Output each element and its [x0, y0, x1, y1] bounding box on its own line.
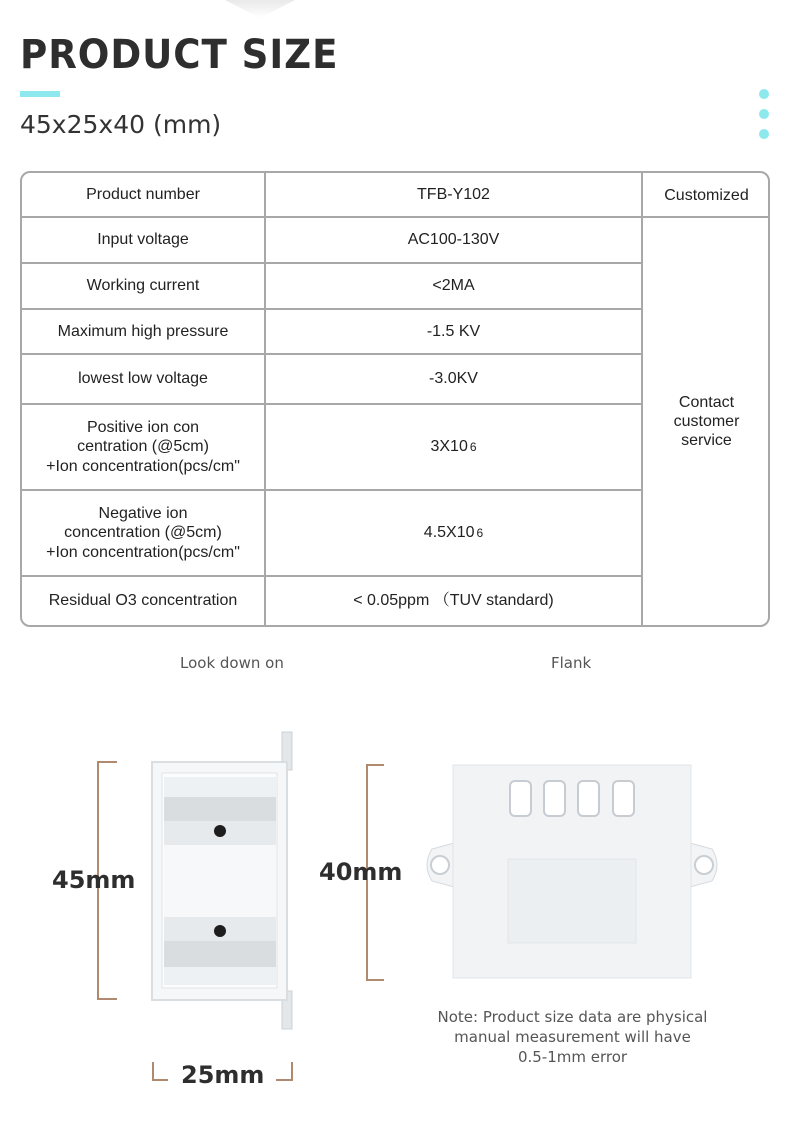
- measurement-note: Note: Product size data are physical manual measurement will have 0.5-1mm error: [437, 1008, 708, 1066]
- ion-exponent: 6: [469, 439, 477, 454]
- table-row-label: lowest low voltage: [78, 370, 208, 388]
- side-view-drawing: [360, 755, 730, 985]
- table-row-value: < 0.05ppm （TUV standard): [353, 592, 554, 610]
- table-row-label: Negative ion concentration (@5cm) +Ion concentration(pcs/cm": [46, 505, 240, 561]
- top-view-drawing: [90, 725, 310, 1095]
- customized-header: Customized: [664, 186, 749, 204]
- table-row-label: Positive ion con centration (@5cm) +Ion concentration(pcs/cm": [46, 419, 240, 475]
- table-row-value: [266, 405, 641, 489]
- table-row-label: Residual O3 concentration: [48, 592, 238, 610]
- table-row-value: [266, 491, 641, 575]
- table-row-value: -1.5 KV: [426, 322, 481, 340]
- spec-table: [20, 171, 770, 627]
- product-dimensions: 45x25x40 (mm): [20, 110, 222, 139]
- side-view-label: Flank: [551, 654, 592, 672]
- table-row-label: Product number: [86, 185, 200, 203]
- table-row-label: Maximum high pressure: [57, 322, 229, 340]
- title-accent-bar: [20, 91, 60, 97]
- table-row-label: Working current: [86, 277, 200, 295]
- page-title: PRODUCT SIZE: [20, 32, 339, 78]
- table-row-value: AC100-130V: [407, 231, 500, 249]
- width-dimension: 25mm: [181, 1061, 265, 1089]
- ion-value: 3X10: [430, 438, 468, 456]
- depth-dimension: 40mm: [319, 858, 403, 886]
- top-shadow-decoration: [225, 0, 295, 18]
- dots-decoration: [759, 89, 771, 149]
- contact-service-cell: Contact customer service: [673, 393, 740, 450]
- table-row-value: <2MA: [432, 277, 475, 295]
- top-view-label: Look down on: [180, 654, 284, 672]
- ion-exponent: 6: [476, 525, 484, 540]
- table-row-value: TFB-Y102: [417, 185, 490, 203]
- table-row-value: -3.0KV: [429, 370, 478, 388]
- ion-value: 4.5X10: [423, 524, 475, 542]
- height-dimension: 45mm: [52, 866, 136, 894]
- table-row-label: Input voltage: [97, 231, 189, 249]
